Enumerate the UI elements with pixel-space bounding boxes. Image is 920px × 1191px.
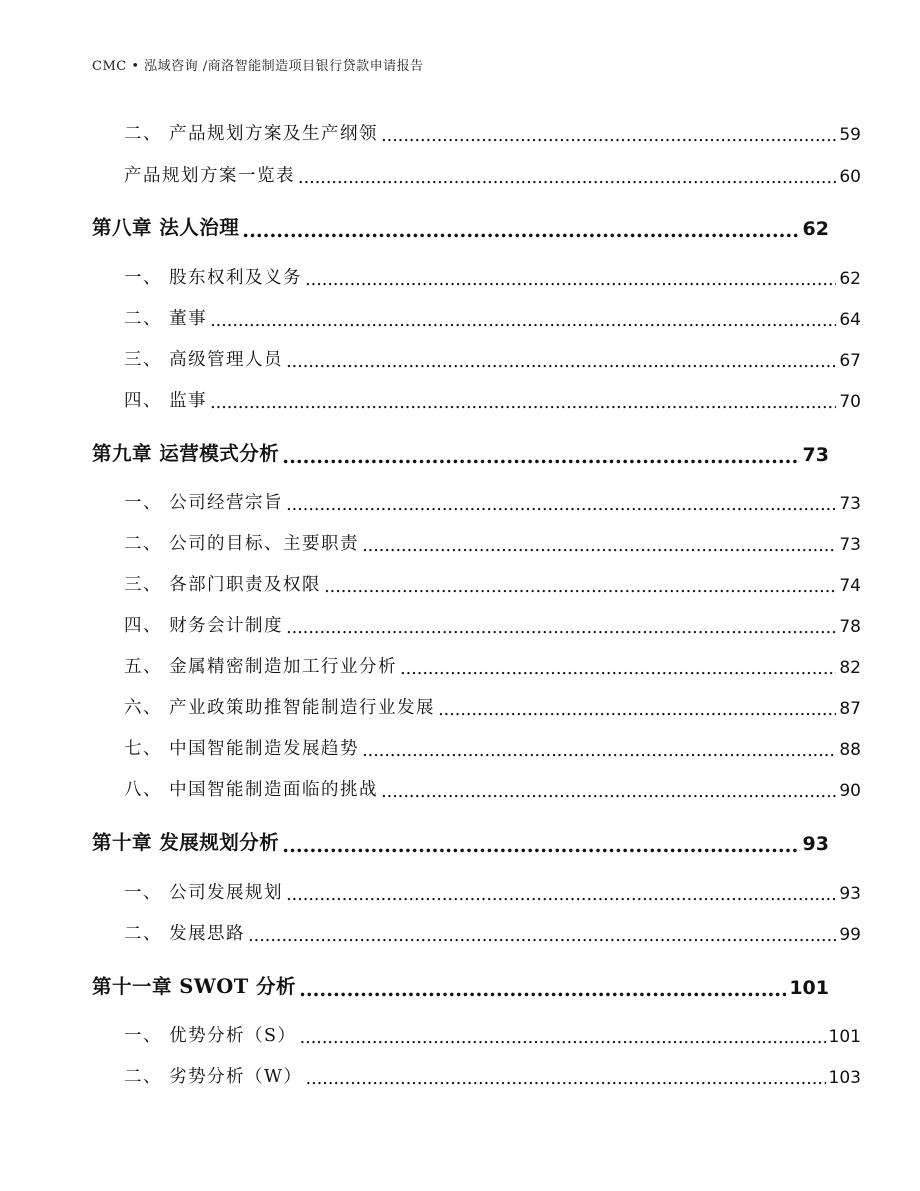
- toc-entry-label: 二、 公司的目标、主要职责: [124, 534, 360, 554]
- toc-entry[interactable]: [92, 162, 861, 187]
- toc-entry-label: 六、 产业政策助推智能制造行业发展: [124, 698, 436, 718]
- toc-entry-label: 一、 优势分析（S）: [124, 1026, 297, 1046]
- toc-entry-label: 二、 董事: [124, 309, 208, 329]
- toc-leader-dots: [381, 128, 836, 146]
- toc-chapter-label: 第十一章 SWOT 分析: [92, 975, 297, 998]
- toc-entry[interactable]: [92, 653, 861, 678]
- toc-entry-page: 67: [839, 351, 861, 371]
- toc-entry[interactable]: [92, 530, 861, 555]
- running-header: CMC • 泓域咨询 /商洛智能制造项目银行贷款申请报告: [92, 59, 424, 74]
- toc-leader-dots: [242, 221, 799, 241]
- toc-leader-dots: [286, 620, 836, 638]
- toc-chapter-label: 第十章 发展规划分析: [92, 831, 280, 854]
- toc-leader-dots: [299, 980, 786, 1000]
- toc-entry[interactable]: [92, 1022, 861, 1047]
- toc-entry-label: 一、 公司经营宗旨: [124, 493, 284, 513]
- toc-entry-page: 62: [839, 269, 861, 289]
- toc-leader-dots: [438, 702, 836, 720]
- toc-leader-dots: [298, 170, 836, 188]
- toc-entry-label: 四、 财务会计制度: [124, 616, 284, 636]
- toc-entry-label: 八、 中国智能制造面临的挑战: [124, 780, 379, 800]
- toc-entry-page: 103: [828, 1068, 861, 1088]
- toc-entry[interactable]: [92, 387, 861, 412]
- toc-entry-label: 一、 股东权利及义务: [124, 268, 303, 288]
- toc-leader-dots: [282, 447, 799, 467]
- toc-entry[interactable]: [92, 305, 861, 330]
- toc-chapter-page: 62: [802, 218, 829, 240]
- toc-entry-label: 三、 各部门职责及权限: [124, 575, 322, 595]
- toc-entry-page: 73: [839, 494, 861, 514]
- toc-entry[interactable]: [92, 120, 861, 145]
- toc-leader-dots: [282, 836, 799, 856]
- toc-entry[interactable]: [92, 612, 861, 637]
- toc-chapter[interactable]: [92, 438, 829, 466]
- toc-entry[interactable]: [92, 694, 861, 719]
- toc-entry-label: 二、 产品规划方案及生产纲领: [124, 124, 379, 144]
- toc-entry-label: 五、 金属精密制造加工行业分析: [124, 657, 398, 677]
- toc-entry-page: 93: [839, 884, 861, 904]
- toc-chapter-page: 93: [802, 833, 829, 855]
- toc-entry-page: 87: [839, 699, 861, 719]
- toc-entry-page: 99: [839, 925, 861, 945]
- toc-entry[interactable]: [92, 1063, 861, 1088]
- toc-entry-page: 78: [839, 617, 861, 637]
- toc-entry-page: 90: [839, 781, 861, 801]
- toc-chapter-page: 73: [802, 444, 829, 466]
- toc-leader-dots: [248, 928, 836, 946]
- toc-leader-dots: [286, 887, 836, 905]
- toc-leader-dots: [286, 497, 836, 515]
- toc-entry-page: 74: [839, 576, 861, 596]
- toc-entry[interactable]: [92, 571, 861, 596]
- toc-entry-page: 60: [839, 167, 861, 187]
- toc-entry[interactable]: [92, 264, 861, 289]
- toc-leader-dots: [362, 743, 836, 761]
- toc-chapter-page: 101: [789, 977, 829, 999]
- toc-entry-label: 二、 劣势分析（W）: [124, 1067, 303, 1087]
- toc-chapter-label: 第九章 运营模式分析: [92, 442, 280, 465]
- toc-leader-dots: [324, 579, 836, 597]
- toc-entry-label: 三、 高级管理人员: [124, 350, 284, 370]
- toc-leader-dots: [362, 538, 836, 556]
- toc-leader-dots: [286, 354, 836, 372]
- toc-entry-page: 59: [839, 125, 861, 145]
- toc-entry-label: 二、 发展思路: [124, 924, 246, 944]
- toc-entry-page: 73: [839, 535, 861, 555]
- toc-entry[interactable]: [92, 735, 861, 760]
- toc-leader-dots: [400, 661, 836, 679]
- toc-entry[interactable]: [92, 346, 861, 371]
- toc-leader-dots: [300, 1030, 826, 1048]
- toc-entry-page: 88: [839, 740, 861, 760]
- toc-entry-page: 101: [828, 1027, 861, 1047]
- toc-leader-dots: [305, 272, 836, 290]
- toc-chapter-label: 第八章 法人治理: [92, 216, 240, 239]
- toc-entry[interactable]: [92, 879, 861, 904]
- toc-chapter[interactable]: [92, 827, 829, 855]
- toc-entry-page: 64: [839, 310, 861, 330]
- toc-leader-dots: [210, 395, 836, 413]
- toc-entry-label: 产品规划方案一览表: [124, 166, 295, 186]
- toc-leader-dots: [210, 313, 836, 331]
- toc-entry[interactable]: [92, 920, 861, 945]
- toc-entry-label: 四、 监事: [124, 391, 208, 411]
- toc-leader-dots: [306, 1071, 826, 1089]
- toc-entry-page: 82: [839, 658, 861, 678]
- toc-entry-label: 一、 公司发展规划: [124, 883, 284, 903]
- toc-entry-page: 70: [839, 392, 861, 412]
- toc-entry[interactable]: [92, 776, 861, 801]
- toc-chapter[interactable]: [92, 971, 829, 999]
- toc-entry-label: 七、 中国智能制造发展趋势: [124, 739, 360, 759]
- toc-leader-dots: [381, 784, 836, 802]
- toc-chapter[interactable]: [92, 212, 829, 240]
- toc-entry[interactable]: [92, 489, 861, 514]
